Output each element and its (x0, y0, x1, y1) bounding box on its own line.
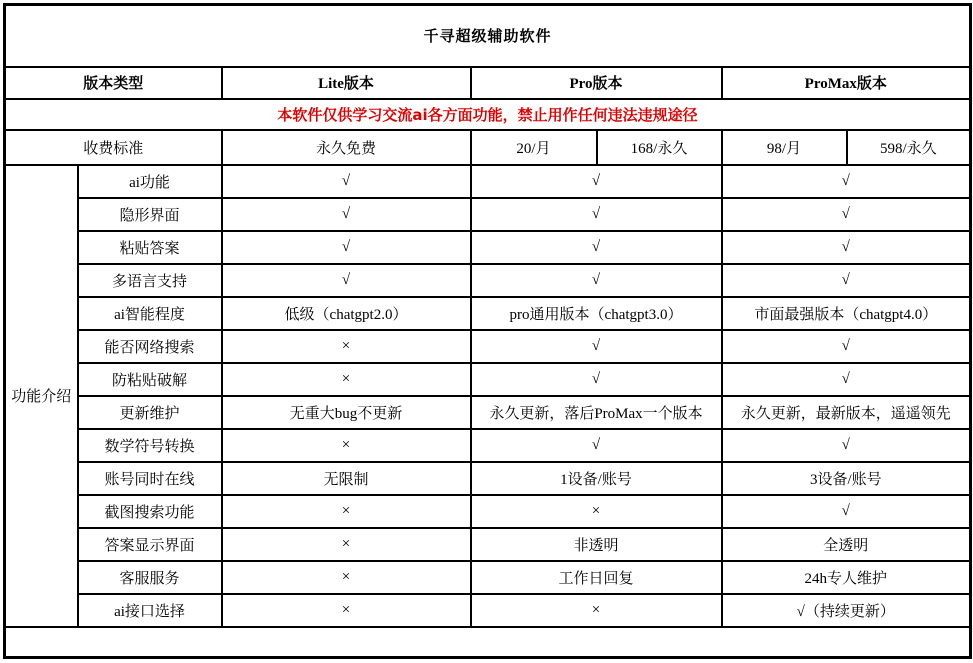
promax-value-cell: 永久更新，最新版本，遥遥领先 (722, 396, 971, 429)
promax-value-cell: 3设备/账号 (722, 462, 971, 495)
pro-value-cell: 1设备/账号 (471, 462, 722, 495)
pricing-lite: 永久免费 (222, 130, 471, 165)
promax-value-cell: √（持续更新） (722, 594, 971, 627)
lite-value-cell: 无限制 (222, 462, 471, 495)
promax-value-cell: √ (722, 495, 971, 528)
column-header-promax: ProMax版本 (722, 67, 971, 99)
pro-value-cell: × (471, 495, 722, 528)
feature-name-cell: ai接口选择 (78, 594, 222, 627)
feature-name-cell: 更新维护 (78, 396, 222, 429)
pricing-row (5, 130, 971, 165)
pricing-pro-monthly: 20/月 (471, 130, 597, 165)
feature-name-cell: ai功能 (78, 165, 222, 198)
promax-value-cell: 24h专人维护 (722, 561, 971, 594)
promax-value-cell: 市面最强版本（chatgpt4.0） (722, 297, 971, 330)
title-row (5, 5, 971, 67)
feature-row (5, 165, 971, 198)
promax-value-cell: √ (722, 231, 971, 264)
feature-name-cell: 账号同时在线 (78, 462, 222, 495)
feature-row (5, 264, 971, 297)
lite-value-cell: √ (222, 198, 471, 231)
feature-row (5, 297, 971, 330)
version-comparison-table (3, 3, 972, 659)
footer-empty-row (5, 627, 971, 658)
lite-value-cell: 低级（chatgpt2.0） (222, 297, 471, 330)
feature-name-cell: 能否网络搜索 (78, 330, 222, 363)
lite-value-cell: √ (222, 264, 471, 297)
pricing-promax-lifetime: 598/永久 (847, 130, 971, 165)
feature-name-cell: 数学符号转换 (78, 429, 222, 462)
lite-value-cell: × (222, 495, 471, 528)
column-header-version-type: 版本类型 (5, 67, 222, 99)
pricing-label: 收费标准 (5, 130, 222, 165)
pro-value-cell: √ (471, 363, 722, 396)
pricing-promax-monthly: 98/月 (722, 130, 847, 165)
promax-value-cell: √ (722, 429, 971, 462)
feature-group-label: 功能介绍 (5, 165, 78, 627)
lite-value-cell: × (222, 594, 471, 627)
promax-value-cell: √ (722, 198, 971, 231)
promax-value-cell: √ (722, 363, 971, 396)
feature-name-cell: 截图搜索功能 (78, 495, 222, 528)
pro-value-cell: 非透明 (471, 528, 722, 561)
feature-name-cell: 客服服务 (78, 561, 222, 594)
feature-row (5, 231, 971, 264)
pro-value-cell: √ (471, 165, 722, 198)
lite-value-cell: × (222, 363, 471, 396)
promax-value-cell: 全透明 (722, 528, 971, 561)
lite-value-cell: × (222, 330, 471, 363)
pro-value-cell: √ (471, 429, 722, 462)
lite-value-cell: 无重大bug不更新 (222, 396, 471, 429)
feature-row (5, 528, 971, 561)
feature-name-cell: 答案显示界面 (78, 528, 222, 561)
feature-row (5, 198, 971, 231)
warning-row (5, 99, 971, 130)
lite-value-cell: × (222, 561, 471, 594)
feature-name-cell: 隐形界面 (78, 198, 222, 231)
column-header-pro: Pro版本 (471, 67, 722, 99)
feature-name-cell: 粘贴答案 (78, 231, 222, 264)
feature-row (5, 396, 971, 429)
pro-value-cell: × (471, 594, 722, 627)
feature-name-cell: 防粘贴破解 (78, 363, 222, 396)
pro-value-cell: 永久更新，落后ProMax一个版本 (471, 396, 722, 429)
feature-row (5, 363, 971, 396)
promax-value-cell: √ (722, 264, 971, 297)
pro-value-cell: √ (471, 330, 722, 363)
feature-name-cell: ai智能程度 (78, 297, 222, 330)
pro-value-cell: √ (471, 198, 722, 231)
empty-footer-cell (5, 627, 971, 658)
lite-value-cell: × (222, 429, 471, 462)
comparison-sheet (3, 3, 972, 659)
promax-value-cell: √ (722, 330, 971, 363)
page-title: 千寻超级辅助软件 (5, 5, 971, 67)
feature-row (5, 594, 971, 627)
header-row (5, 67, 971, 99)
pro-value-cell: √ (471, 231, 722, 264)
pro-value-cell: pro通用版本（chatgpt3.0） (471, 297, 722, 330)
pricing-pro-lifetime: 168/永久 (597, 130, 722, 165)
feature-row (5, 429, 971, 462)
lite-value-cell: √ (222, 231, 471, 264)
feature-row (5, 462, 971, 495)
feature-row (5, 561, 971, 594)
feature-row (5, 495, 971, 528)
lite-value-cell: √ (222, 165, 471, 198)
feature-row (5, 330, 971, 363)
feature-name-cell: 多语言支持 (78, 264, 222, 297)
lite-value-cell: × (222, 528, 471, 561)
warning-text: 本软件仅供学习交流ai各方面功能，禁止用作任何违法违规途径 (5, 99, 971, 130)
pro-value-cell: 工作日回复 (471, 561, 722, 594)
column-header-lite: Lite版本 (222, 67, 471, 99)
promax-value-cell: √ (722, 165, 971, 198)
pro-value-cell: √ (471, 264, 722, 297)
